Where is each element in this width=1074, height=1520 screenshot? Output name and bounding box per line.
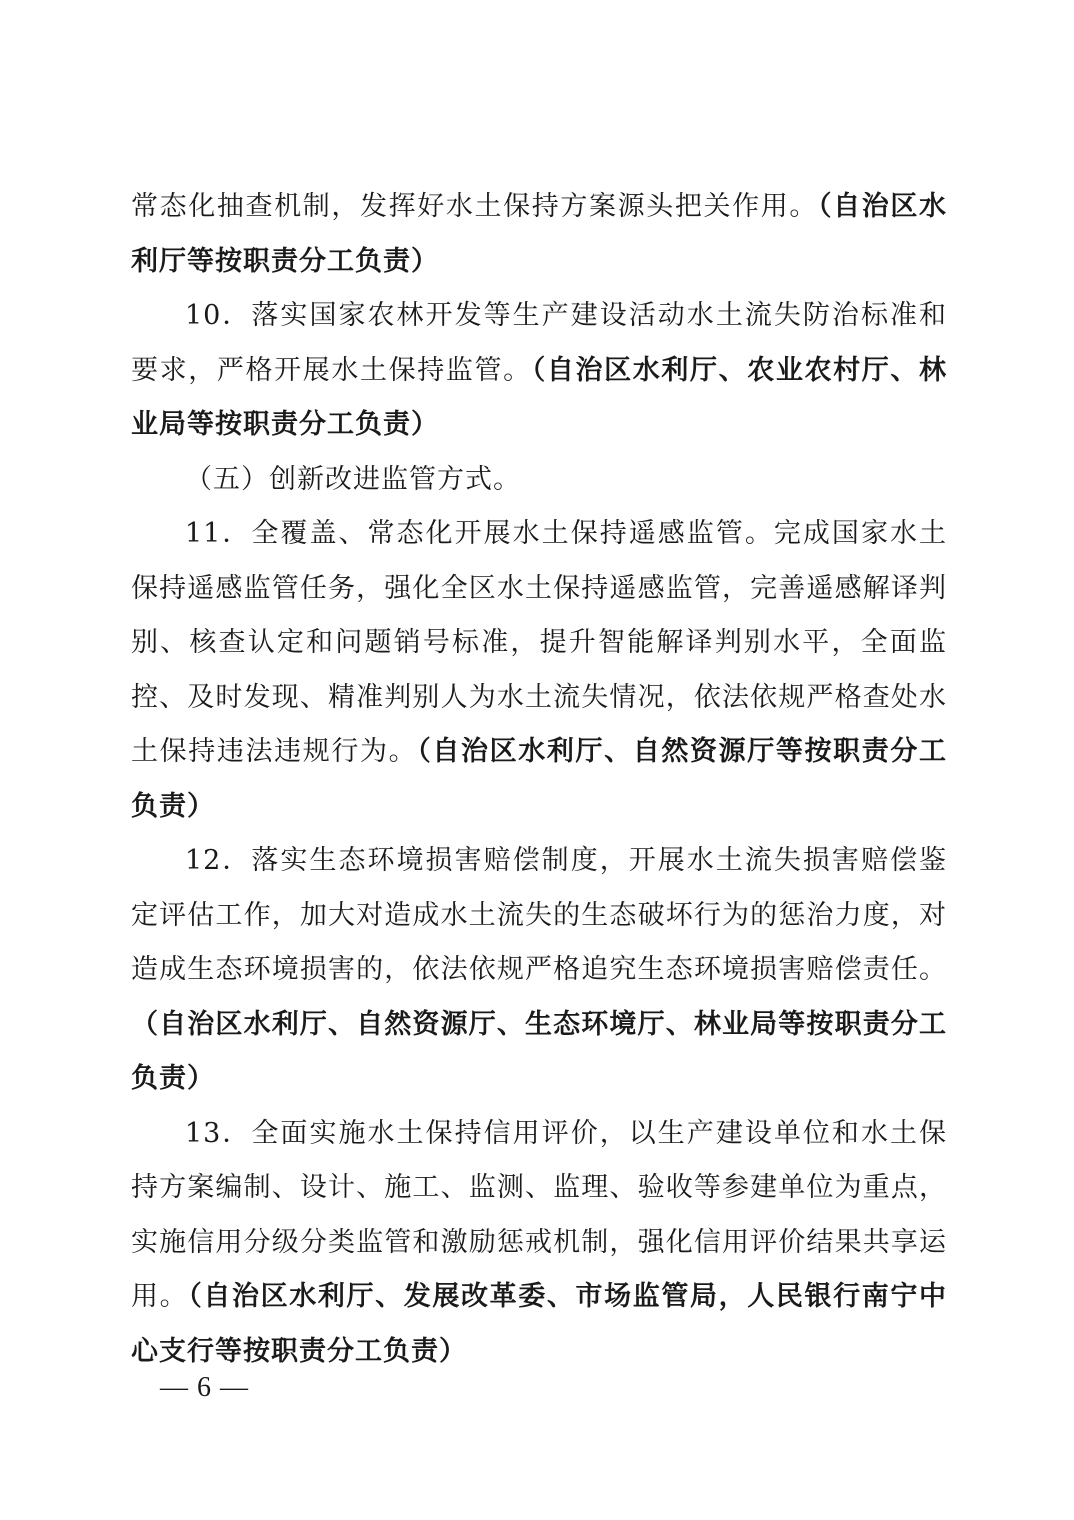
- paragraph-text: 11．全覆盖、常态化开展水土保持遥感监管。完成国家水土保持遥感监管任务，强化全区水土保持遥感监管，完善遥感解译判别、核查认定和问题销号标准，提升智能解译判别水平，全面监控、及时发现、精准判别人为水土流失情况，依法依规严格查处水土保持违法违规行为。: [131, 518, 947, 767]
- paragraph-item-12: [131, 834, 947, 1107]
- responsibility-note: （自治区水利厅、自然资源厅、生态环境厅、林业局等按职责分工负责）: [131, 1008, 947, 1094]
- responsibility-note: （自治区水利厅、发展改革委、市场监管局，人民银行南宁中心支行等按职责分工负责）: [131, 1281, 947, 1367]
- responsibility-note: （自治区水利厅等按职责分工负责）: [131, 191, 947, 277]
- section-heading-5: [131, 453, 947, 508]
- paragraph-continuation: [131, 180, 947, 289]
- paragraph-text: 10．落实国家农林开发等生产建设活动水土流失防治标准和要求，严格开展水土保持监管。: [131, 300, 947, 386]
- responsibility-note: （自治区水利厅、农业农村厅、林业局等按职责分工负责）: [131, 354, 947, 440]
- paragraph-text: 12．落实生态环境损害赔偿制度，开展水土流失损害赔偿鉴定评估工作，加大对造成水土流失的生态破坏行为的惩治力度，对造成生态环境损害的，依法依规严格追究生态环境损害赔偿责任。: [131, 845, 947, 985]
- page-number: — 6 —: [160, 1372, 249, 1403]
- document-body: [131, 180, 947, 1379]
- responsibility-note: （自治区水利厅、自然资源厅等按职责分工负责）: [131, 736, 947, 822]
- paragraph-item-13: [131, 1107, 947, 1380]
- paragraph-item-11: [131, 507, 947, 834]
- section-heading-text: （五）创新改进监管方式。: [185, 463, 521, 495]
- paragraph-text: 13．全面实施水土保持信用评价，以生产建设单位和水土保持方案编制、设计、施工、监测、监理、验收等参建单位为重点，实施信用分级分类监管和激励惩戒机制，强化信用评价结果共享运用。: [131, 1117, 947, 1312]
- paragraph-text: 常态化抽查机制，发挥好水土保持方案源头把关作用。: [131, 191, 818, 222]
- paragraph-item-10: [131, 289, 947, 453]
